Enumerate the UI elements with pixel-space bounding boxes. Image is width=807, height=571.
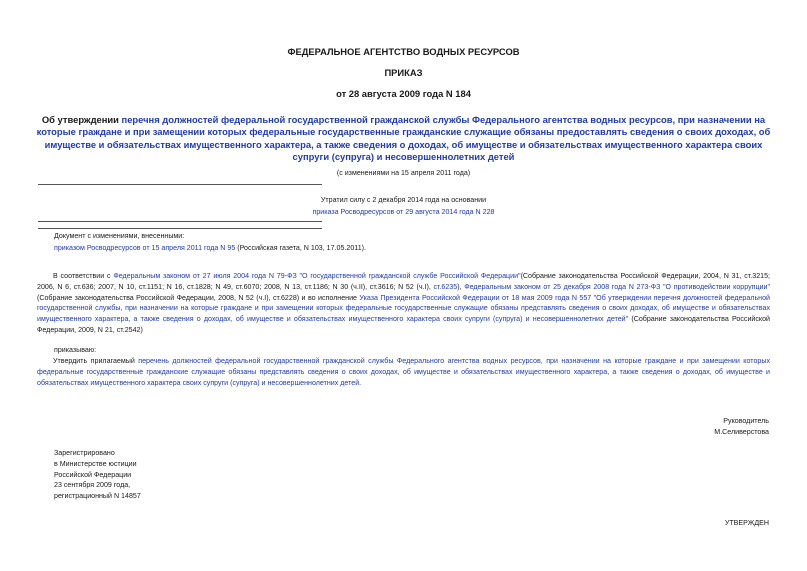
registration-line: Зарегистрировано	[54, 449, 115, 457]
amended-note: (с изменениями на 15 апреля 2011 года)	[336, 169, 471, 177]
document-title	[36, 114, 771, 164]
preamble-text: (Собрание законодательства Российской Федерации, 2004, N 31, ст.3215; 2006, N 6, ст.636; 2007, N 10, ст.1151; N 16, ст.1828; N 49, ст.6070; 2008, N 13, ст.1186; N 30 (ч.II), ст.3616; N 52 (ч.I),	[37, 272, 770, 291]
order-text: .	[359, 378, 362, 387]
agency-heading: ФЕДЕРАЛЬНОЕ АГЕНТСТВО ВОДНЫХ РЕСУРСОВ	[287, 46, 520, 57]
invalid-notice-text: Утратил силу с 2 декабря 2014 года на основании	[320, 196, 487, 204]
order-text: Утвердить прилагаемый	[53, 357, 139, 365]
amendments-line	[54, 243, 366, 254]
title-prefix: Об утверждении	[41, 114, 122, 125]
amendments-source: (Российская газета, N 103, 17.05.2011).	[235, 244, 366, 252]
preamble-text: (Собрание законодательства Российской Федерации, 2009, N 21, ст.2542)	[37, 315, 771, 334]
registration-line: регистрационный N 14857	[54, 492, 141, 501]
approved-label: УТВЕРЖДЕН	[724, 519, 769, 527]
registration-line: 23 сентября 2009 года,	[54, 481, 131, 490]
signature-role: Руководитель	[723, 417, 769, 425]
preamble-text: (Собрание законодательства Российской Федерации, 2008, N 52 (ч.I), ст.6228) и во исполнение	[37, 293, 360, 302]
divider-line	[38, 228, 322, 229]
registration-line: Российской Федерации	[54, 470, 132, 479]
document-date-number: от 28 августа 2009 года N 184	[336, 88, 471, 99]
decree-557-link[interactable]: Указа Президента Российской Федерации от 18 мая 2009 года N 557 "Об утверждении перечня должностей федеральной государственной службы, при назначении на которые граждане и при замещении которых федеральные государственные служащие обязаны представлять сведения о своих доходах, об имуществе и обязательствах имущественного характера, а также сведения о доходах, об имуществе и обязательствах имущественного характера своих супруги (супруга) и несовершеннолетних детей"	[37, 293, 770, 324]
invalid-notice-link[interactable]: приказа Росводресурсов от 29 августа 2014 года N 228	[312, 208, 495, 216]
law-79-fz-link[interactable]: Федеральным законом от 27 июля 2004 года N 79-ФЗ "О государственной гражданской службе Российской Федерации"	[113, 272, 521, 280]
prikazyvayu-label: приказываю:	[54, 346, 97, 354]
law-273-fz-link[interactable]: Федеральным законом от 25 декабря 2008 года N 273-ФЗ "О противодействии коррупции"	[464, 282, 770, 291]
preamble-text: ),	[457, 282, 465, 291]
position-list-link[interactable]: перечень должностей федеральной государственной гражданской службы Федерального агентства водных ресурсов, при назначении на которые граждане и при замещении которых федеральные государственные гражданские служащие обязаны представлять сведения о своих доходах, об имуществе и обязательствах имущественного характера, а также сведения о доходах, об имуществе и обязательствах имущественного характера своих супруги (супруга) и несовершеннолетних детей	[37, 357, 770, 387]
title-link[interactable]: перечня должностей федеральной государственной гражданской службы Федерального агентства водных ресурсов, при назначении на которые граждане и при замещении которых федеральные государственные гражданские служащие обязаны предоставлять сведения о своих доходах, об имуществе и обязательствах имущественного характера, а также сведения о доходах, об имуществе и обязательствах имущественного характера своих супруги (супруга) и несовершеннолетних детей	[36, 114, 771, 163]
registration-line: в Министерстве юстиции	[54, 459, 137, 468]
preamble	[37, 271, 770, 336]
order-paragraph	[37, 356, 770, 388]
preamble-text: В соответствии с	[53, 272, 114, 280]
signature-name: М.Селиверстова	[714, 428, 769, 436]
amendments-label: Документ с изменениями, внесенными:	[54, 232, 185, 240]
document-type: ПРИКАЗ	[384, 67, 423, 78]
amendments-link[interactable]: приказом Росводресурсов от 15 апреля 2011 года N 95	[54, 244, 236, 252]
divider-line	[38, 221, 322, 222]
divider-line	[38, 184, 322, 185]
article-6235-link[interactable]: ст.6235	[433, 282, 458, 291]
registration-block	[54, 448, 141, 502]
